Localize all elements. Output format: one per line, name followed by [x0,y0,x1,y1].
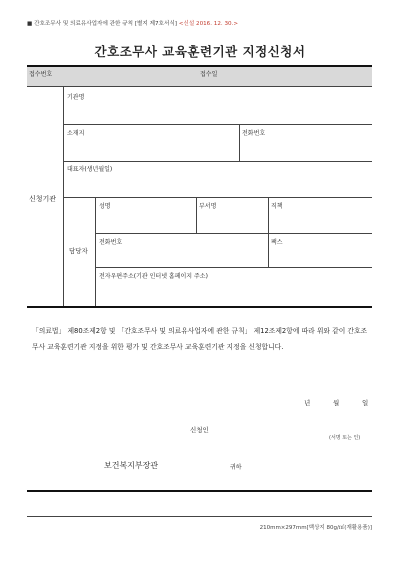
recipient-suffix: 귀하 [230,464,242,471]
staff-name-label: 성명 [99,203,111,210]
receipt-number-label: 접수번호 [29,71,53,78]
page-title: 간호조무사 교육훈련기관 지정신청서 [94,44,306,59]
position-column-divider [268,197,269,267]
table-bottom-rule [27,306,372,308]
application-statement: 「의료법」 제80조제2항 및 「간호조무사 및 의료유사업자에 관한 규칙」 제12조제2항에 따라 위와 같이 간호조무사 교육훈련기관 지정을 위한 평가 및 간호조무사 교육훈련기관 지정을 신청합니다. [32,327,368,351]
row-divider-2 [63,161,372,162]
applicant-section-label: 신청기관 [29,195,57,203]
staff-section-label: 담당자 [69,247,88,255]
receipt-bottom-rule [27,86,372,87]
staff-department-label: 부서명 [199,203,217,210]
bottom-rule [27,490,372,492]
recipient: 보건복지부장관 [104,461,159,470]
row-divider-3 [63,197,372,198]
representative-label: 대표자(생년월일) [67,166,113,173]
staff-fax-label: 팩스 [271,239,283,246]
staff-column-divider [95,197,96,307]
revision-date: <신설 2016. 12. 30.> [178,21,239,27]
top-rule [27,65,372,67]
signature-note: (서명 또는 인) [329,435,361,441]
address-label: 소재지 [67,130,85,137]
row-divider-1 [63,124,372,125]
staff-phone-label: 전화번호 [99,239,123,246]
applicant-label: 신청인 [190,426,209,434]
dept-column-divider [196,197,197,233]
staff-position-label: 직책 [271,203,283,210]
institution-name-label: 기관명 [67,94,85,101]
date-month-label: 월 [333,399,340,407]
date-year-label: 년 [304,399,311,407]
staff-row-divider-1 [95,233,372,234]
form-reference-text: ■ 간호조무사 및 의료유사업자에 관한 규칙 [별지 제7호서식] [27,21,177,27]
phone-column-divider [239,124,240,161]
form-reference-note [27,19,238,27]
receipt-date-label: 접수일 [200,71,218,78]
footer-rule [27,516,372,517]
date-day-label: 일 [362,399,369,407]
staff-row-divider-2 [95,267,372,268]
staff-email-label: 전자우편주소(기관 인터넷 홈페이지 주소) [99,273,208,280]
paper-spec: 210mm×297mm[백상지 80g/㎡(재활용품)] [259,525,372,531]
phone-label: 전화번호 [242,130,266,137]
